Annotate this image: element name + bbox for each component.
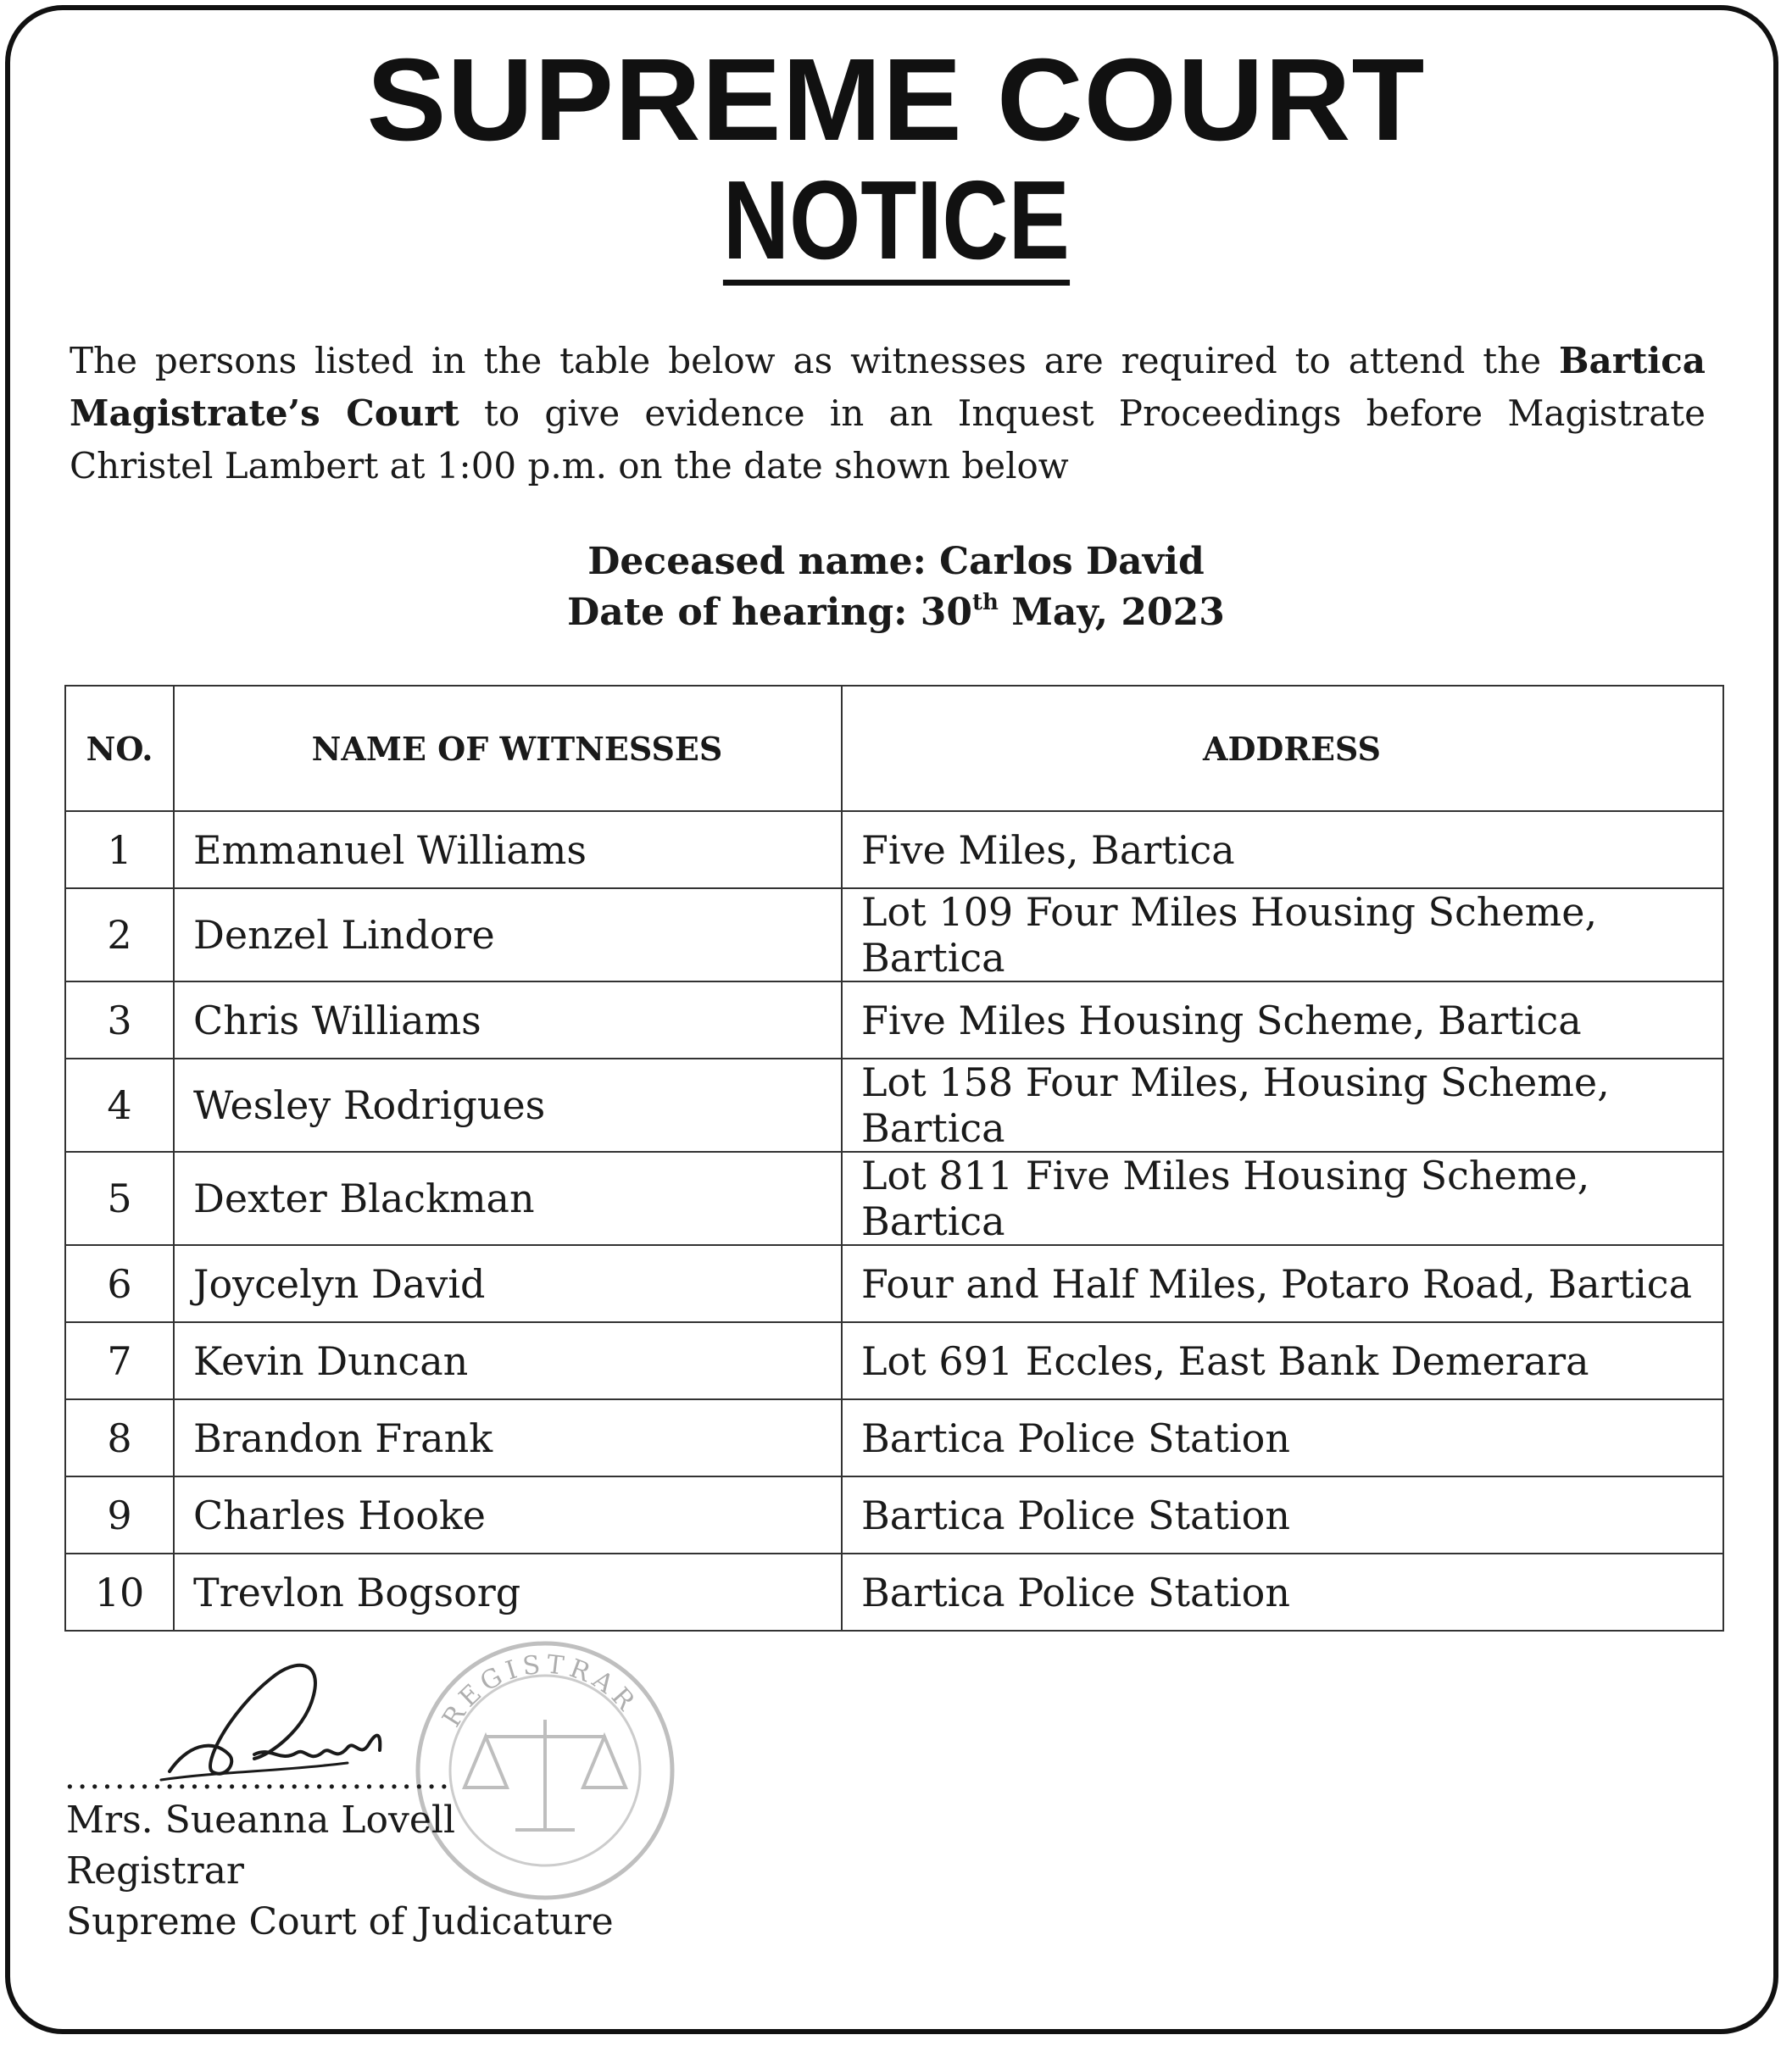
hearing-date-suffix: May, 2023 xyxy=(998,591,1225,634)
row-no: 9 xyxy=(65,1476,174,1554)
notice-subtitle-text: NOTICE xyxy=(723,161,1070,286)
row-name: Charles Hooke xyxy=(174,1476,842,1554)
witness-table xyxy=(64,685,1724,1632)
row-no: 2 xyxy=(65,888,174,981)
row-name: Joycelyn David xyxy=(174,1245,842,1322)
row-name: Emmanuel Williams xyxy=(174,811,842,888)
signer-name: Mrs. Sueanna Lovell xyxy=(66,1799,456,1842)
intro-part1: The persons listed in the table below as witnesses are required to attend the xyxy=(70,340,1560,381)
row-no: 10 xyxy=(65,1554,174,1631)
row-no: 5 xyxy=(65,1152,174,1245)
row-address: Bartica Police Station xyxy=(842,1399,1723,1476)
row-address: Five Miles Housing Scheme, Bartica xyxy=(842,981,1723,1059)
signature-line: ............................... xyxy=(64,1758,452,1797)
row-no: 7 xyxy=(65,1322,174,1399)
row-no: 6 xyxy=(65,1245,174,1322)
row-address: Bartica Police Station xyxy=(842,1476,1723,1554)
table-row xyxy=(65,888,1723,981)
row-no: 3 xyxy=(65,981,174,1059)
table-row xyxy=(65,1245,1723,1322)
witness-table-header-row xyxy=(65,686,1723,811)
deceased-name: Deceased name: Carlos David xyxy=(587,540,1205,583)
table-row xyxy=(65,1554,1723,1631)
row-name: Dexter Blackman xyxy=(174,1152,842,1245)
table-row xyxy=(65,981,1723,1059)
row-name: Chris Williams xyxy=(174,981,842,1059)
hearing-date xyxy=(0,588,1792,637)
row-name: Wesley Rodrigues xyxy=(174,1059,842,1152)
row-address: Bartica Police Station xyxy=(842,1554,1723,1631)
row-no: 1 xyxy=(65,811,174,888)
row-name: Trevlon Bogsorg xyxy=(174,1554,842,1631)
table-row xyxy=(65,1059,1723,1152)
table-row xyxy=(65,1152,1723,1245)
row-address: Lot 158 Four Miles, Housing Scheme, Bartica xyxy=(842,1059,1723,1152)
row-address: Five Miles, Bartica xyxy=(842,811,1723,888)
signer-organization: Supreme Court of Judicature xyxy=(66,1900,614,1943)
intro-court-name: Bartica Magistrate’s Court xyxy=(70,340,1706,434)
signer-title: Registrar xyxy=(66,1849,244,1893)
notice-title: SUPREME COURT xyxy=(366,35,1426,165)
row-name: Kevin Duncan xyxy=(174,1322,842,1399)
intro-paragraph xyxy=(70,335,1706,492)
row-name: Denzel Lindore xyxy=(174,888,842,981)
hearing-date-sup: th xyxy=(971,590,999,615)
row-name: Brandon Frank xyxy=(174,1399,842,1476)
svg-text:REGISTRAR: REGISTRAR xyxy=(437,1649,644,1732)
table-row xyxy=(65,1322,1723,1399)
table-row xyxy=(65,1476,1723,1554)
row-no: 4 xyxy=(65,1059,174,1152)
row-address: Lot 691 Eccles, East Bank Demerara xyxy=(842,1322,1723,1399)
row-no: 8 xyxy=(65,1399,174,1476)
table-row xyxy=(65,1399,1723,1476)
header-address: ADDRESS xyxy=(842,686,1723,811)
row-address: Lot 109 Four Miles Housing Scheme, Bartica xyxy=(842,888,1723,981)
header-name: NAME OF WITNESSES xyxy=(174,686,842,811)
witness-table-body xyxy=(65,811,1723,1631)
row-address: Four and Half Miles, Potaro Road, Bartica xyxy=(842,1245,1723,1322)
table-row xyxy=(65,811,1723,888)
notice-subtitle xyxy=(0,158,1792,286)
intro-part2: to give evidence in an Inquest Proceedings before Magistrate Christel Lambert at 1:00 p.m. on the date shown below xyxy=(70,392,1706,486)
header-no: NO. xyxy=(65,686,174,811)
hearing-date-prefix: Date of hearing: 30 xyxy=(567,591,972,634)
row-address: Lot 811 Five Miles Housing Scheme, Bartica xyxy=(842,1152,1723,1245)
